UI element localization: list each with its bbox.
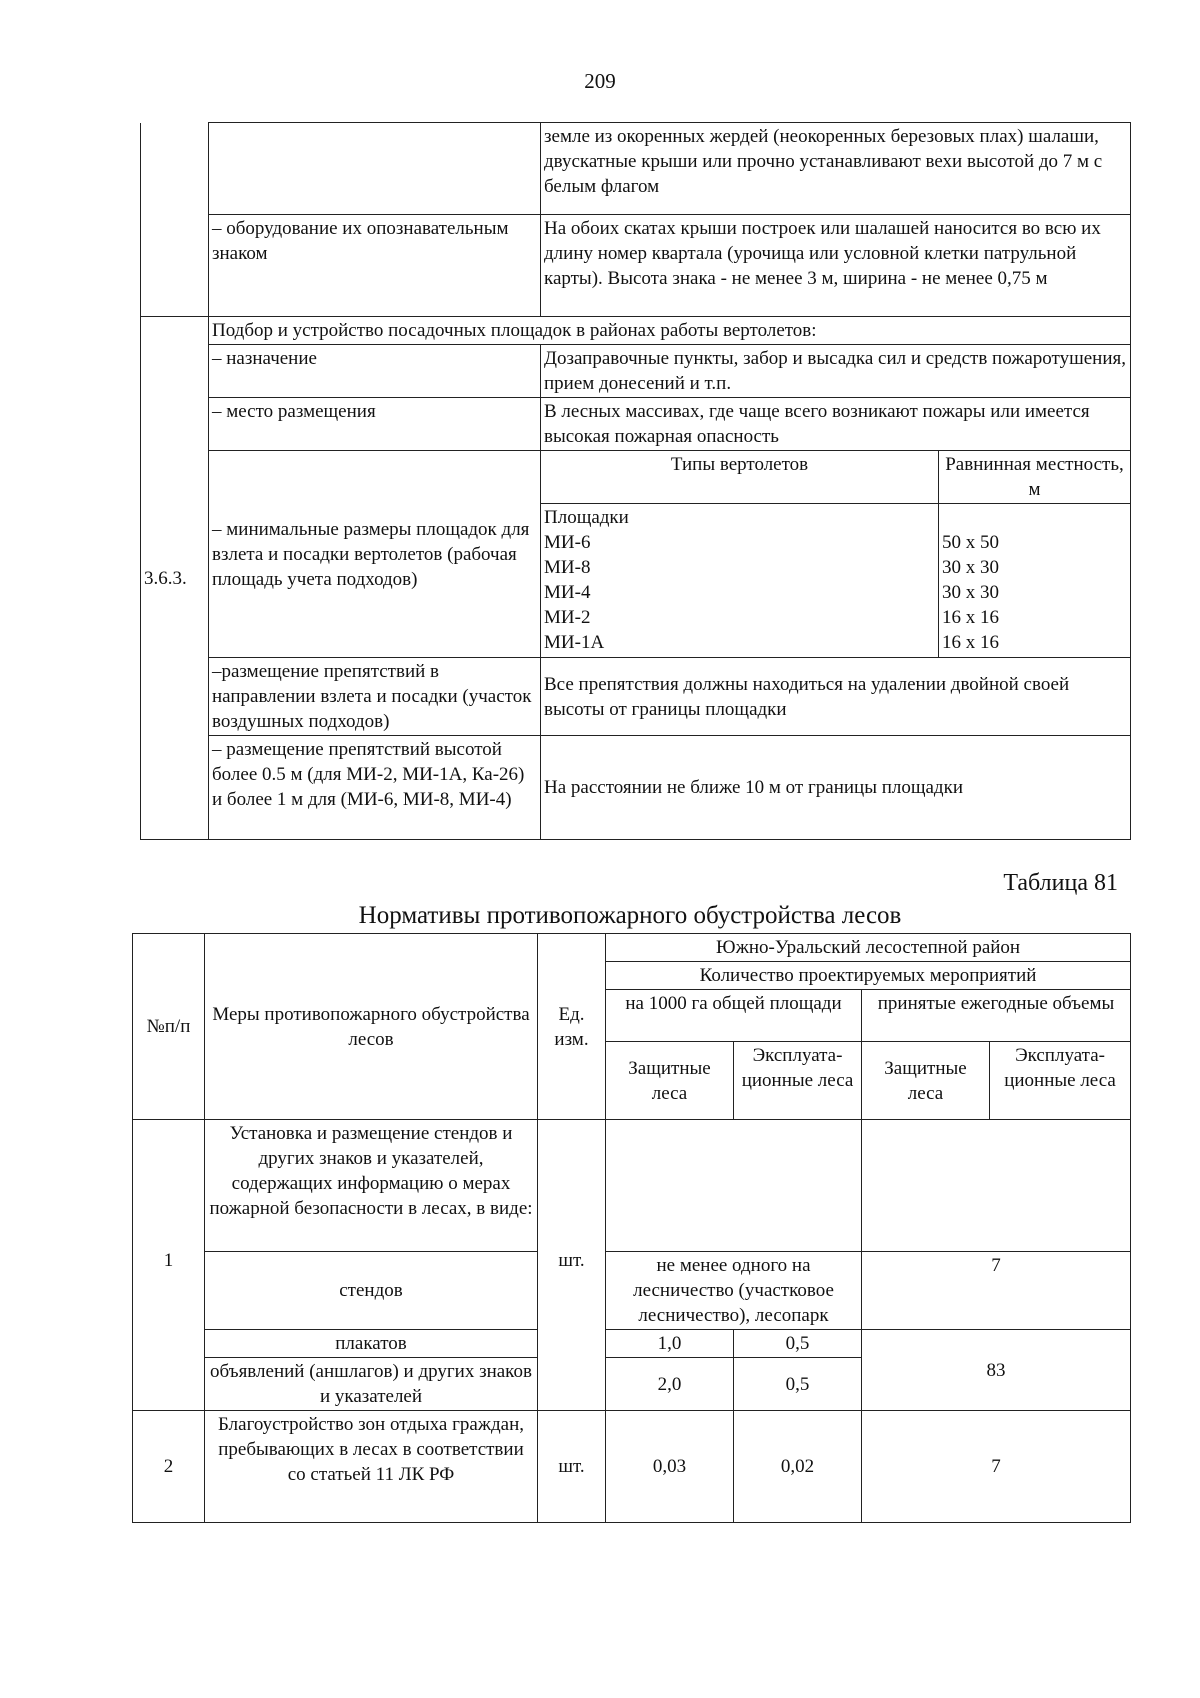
helipad-table — [140, 122, 1131, 840]
section-number: 3.6.3. — [141, 317, 209, 840]
cell-value: 0,5 — [734, 1330, 862, 1358]
row-label: Благоустройство зон отдыха граждан, пребывающих в лесах в соответствии со статьей 11 ЛК РФ — [205, 1411, 538, 1523]
cell-value: 1,0 — [606, 1330, 734, 1358]
cell-label: – размещение препятствий высотой более 0.5 м (для МИ-2, МИ-1А, Ка-26) и более 1 м для (МИ-6, МИ-8, МИ-4) — [209, 736, 541, 840]
cell-value: 7 — [862, 1252, 1131, 1330]
cell-empty — [209, 123, 541, 215]
header-count: Количество проектируемых мероприятий — [606, 962, 1131, 990]
cell-empty — [141, 123, 209, 215]
row-unit: шт. — [538, 1120, 606, 1411]
cell-label: – назначение — [209, 345, 541, 398]
cell-value: 83 — [862, 1330, 1131, 1411]
row-label: Установка и размещение стендов и других знаков и указателей, содержащих информацию о мерах пожарной безопасности в лесах, в виде: — [205, 1120, 538, 1252]
cell-value: не менее одного на лесничество (участковое лесничество), лесопарк — [606, 1252, 862, 1330]
header-exploitation: Эксплуата-ционные леса — [734, 1042, 862, 1120]
row-label: стендов — [205, 1252, 538, 1330]
cell-text: Все препятствия должны находиться на удалении двойной своей высоты от границы площадки — [541, 658, 1131, 736]
header-annual: принятые ежегодные объемы — [862, 990, 1131, 1042]
header-measures: Меры противопожарного обустройства лесов — [205, 934, 538, 1120]
page-number: 209 — [584, 69, 616, 93]
cell-empty — [606, 1120, 862, 1252]
heli-name: МИ-1А — [544, 632, 605, 653]
cell-empty — [862, 1120, 1131, 1252]
cell-empty — [141, 215, 209, 317]
heli-name: Площадки — [544, 507, 629, 528]
row-label: объявлений (аншлагов) и других знаков и указателей — [205, 1358, 538, 1411]
cell-text: В лесных массивах, где чаще всего возникают пожары или имеется высокая пожарная опасность — [541, 398, 1131, 451]
plain-area-header: Равнинная местность, м — [939, 451, 1131, 504]
heli-size: 30 x 30 — [942, 557, 999, 578]
heli-types-list — [541, 504, 939, 658]
cell-value: 0,5 — [734, 1358, 862, 1411]
cell-value: 7 — [862, 1411, 1131, 1523]
heli-sizes-list — [939, 504, 1131, 658]
cell-text: На обоих скатах крыши построек или шалашей наносится во всю их длину номер квартала (урочища или условной клетки патрульной карты). Высота знака - не менее 3 м, ширина - не менее 0,75 м — [541, 215, 1131, 317]
cell-label: – место размещения — [209, 398, 541, 451]
heli-name: МИ-2 — [544, 607, 591, 628]
heli-size — [942, 505, 1127, 530]
section-title: Подбор и устройство посадочных площадок в районах работы вертолетов: — [209, 317, 1131, 345]
cell-label: – минимальные размеры площадок для взлета и посадки вертолетов (рабочая площадь учета подходов) — [209, 451, 541, 658]
row-unit: шт. — [538, 1411, 606, 1523]
cell-text: Дозаправочные пункты, забор и высадка сил и средств пожаротушения, прием донесений и т.п. — [541, 345, 1131, 398]
heli-types-header: Типы вертолетов — [541, 451, 939, 504]
heli-name: МИ-4 — [544, 582, 591, 603]
cell-value: 0,02 — [734, 1411, 862, 1523]
cell-text: На расстоянии не ближе 10 м от границы площадки — [541, 736, 1131, 840]
heli-size: 30 x 30 — [942, 582, 999, 603]
cell-value: 2,0 — [606, 1358, 734, 1411]
header-exploitation: Эксплуата-ционные леса — [990, 1042, 1131, 1120]
heli-name: МИ-8 — [544, 557, 591, 578]
table-label: Таблица 81 — [1003, 870, 1118, 896]
fire-norms-table — [132, 933, 1131, 1523]
row-num: 1 — [133, 1120, 205, 1411]
header-region: Южно-Уральский лесостепной район — [606, 934, 1131, 962]
cell-text: земле из окоренных жердей (неокоренных березовых плах) шалаши, двускатные крыши или прочно устанавливают вехи высотой до 7 м с белым флагом — [541, 123, 1131, 215]
heli-size: 16 x 16 — [942, 607, 999, 628]
header-unit: Ед. изм. — [538, 934, 606, 1120]
heli-size: 16 x 16 — [942, 632, 999, 653]
header-per-1000ha: на 1000 га общей площади — [606, 990, 862, 1042]
cell-label: –размещение препятствий в направлении взлета и посадки (участок воздушных подходов) — [209, 658, 541, 736]
heli-name: МИ-6 — [544, 532, 591, 553]
table-title: Нормативы противопожарного обустройства лесов — [358, 902, 902, 929]
row-num: 2 — [133, 1411, 205, 1523]
cell-value: 0,03 — [606, 1411, 734, 1523]
cell-label: – оборудование их опознавательным знаком — [209, 215, 541, 317]
header-num: №п/п — [133, 934, 205, 1120]
header-protective: Защитные леса — [862, 1042, 990, 1120]
heli-size: 50 x 50 — [942, 532, 999, 553]
header-protective: Защитные леса — [606, 1042, 734, 1120]
row-label: плакатов — [205, 1330, 538, 1358]
